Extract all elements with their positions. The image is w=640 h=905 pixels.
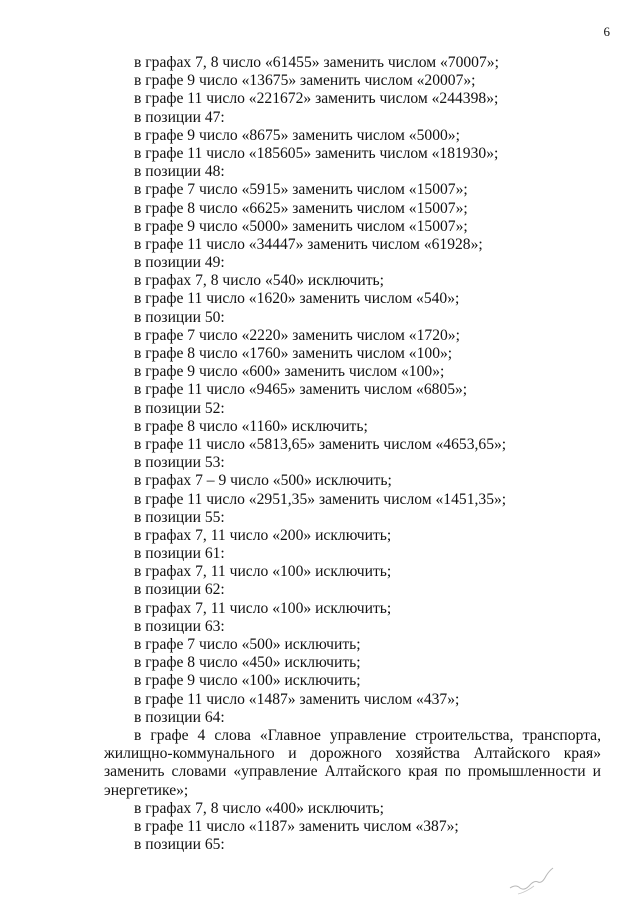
amendment-line: в графе 9 число «100» исключить; [134,672,361,690]
amendment-line: в позиции 62: [134,581,225,599]
amendment-line: в графе 8 число «1160» исключить; [134,417,368,435]
amendment-line: в графе 11 число «1187» заменить числом «387»; [134,817,459,835]
amendment-line: в позиции 47: [134,108,225,126]
amendment-line: в графе 9 число «8675» заменить числом «5000»; [134,126,460,144]
amendment-lines-after [104,800,601,855]
amendment-line: в позиции 63: [134,617,225,635]
amendment-line: в позиции 55: [134,508,225,526]
amendment-line: в графе 11 число «1620» заменить числом «540»; [134,290,460,308]
amendment-line: в графе 11 число «221672» заменить числом «244398»; [134,90,499,108]
amendment-line: в позиции 65: [134,836,225,854]
amendment-line: в графах 7, 11 число «200» исключить; [134,526,392,544]
handwritten-mark [504,858,560,898]
amendment-line: в графе 8 число «450» исключить; [134,654,361,672]
amendment-line: в позиции 53: [134,454,225,472]
amendment-lines-before [104,54,601,727]
amendment-line: в графе 9 число «600» заменить числом «100»; [134,363,445,381]
amendment-line: в графе 8 число «1760» заменить числом «100»; [134,345,453,362]
amendment-line: в графе 11 число «1487» заменить числом «437»; [134,690,460,708]
amendment-line: в графе 9 число «5000» заменить числом «15007»; [134,217,468,235]
amendment-line: в графе 8 число «6625» заменить числом «15007»; [134,199,468,217]
amendment-line: в графах 7, 8 число «400» исключить; [134,799,384,817]
amendment-line: в графе 9 число «13675» заменить числом «20007»; [134,72,476,90]
amendment-line: в графе 11 число «5813,65» заменить числом «4653,65»; [134,435,507,453]
amendment-line: в графе 7 число «2220» заменить числом «1720»; [134,326,460,344]
amendment-line: в графах 7, 11 число «100» исключить; [134,563,392,581]
amendment-line: в позиции 64: [134,708,225,726]
amendment-line: в графе 11 число «34447» заменить числом «61928»; [134,235,483,253]
amendment-paragraph: в графе 4 слова «Главное управление строительства, транспорта, жилищно-коммунального и дорожного хозяйства Алтайского края» заменить словами «управление Алтайского края по промышленности и энергетике»; [104,726,601,799]
amendment-line: в графе 7 число «5915» заменить числом «15007»; [134,181,468,199]
amendment-line: в позиции 61: [134,545,225,563]
amendment-line: в графах 7, 8 число «61455» заменить числом «70007»; [134,54,499,71]
amendment-line: в графе 11 число «2951,35» заменить числом «1451,35»; [134,490,507,508]
amendment-line: в позиции 50: [134,308,225,326]
amendment-line: в позиции 52: [134,399,225,417]
amendment-line: в позиции 48: [134,163,225,181]
amendment-line: в графах 7, 8 число «540» исключить; [134,272,384,290]
amendment-line: в графах 7 – 9 число «500» исключить; [134,472,392,490]
amendment-list [104,54,601,854]
amendment-line: в позиции 49: [134,254,225,272]
amendment-line: в графе 7 число «500» исключить; [134,636,361,653]
amendment-line: в графах 7, 11 число «100» исключить; [134,599,392,617]
amendment-line: в графе 11 число «185605» заменить числом «181930»; [134,144,499,162]
page-number: 6 [603,24,610,39]
amendment-line: в графе 11 число «9465» заменить числом «6805»; [134,381,468,399]
